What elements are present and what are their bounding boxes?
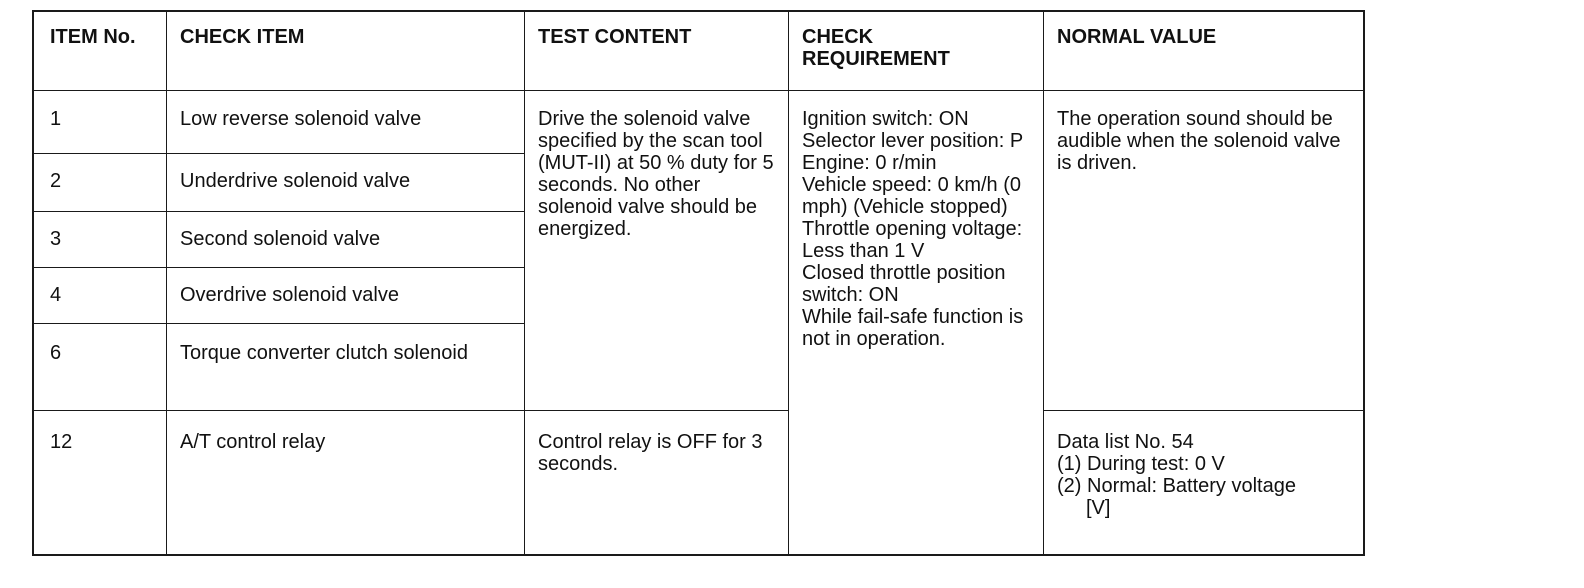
row-divider: [34, 410, 788, 411]
header-divider: [34, 90, 1363, 91]
check-item: A/T control relay: [180, 431, 326, 453]
check-item: Torque converter clutch solenoid: [180, 342, 468, 364]
normal-value-unit: [V]: [1086, 497, 1111, 519]
item-no: 2: [50, 170, 62, 192]
header-normal-value: NORMAL VALUE: [1057, 26, 1217, 48]
header-check-requirement: CHECK REQUIREMENT: [802, 26, 950, 70]
requirement-item: Selector lever position: P: [802, 130, 1024, 152]
data-list-label: Data list No. 54: [1057, 431, 1194, 453]
test-content-relay: Control relay is OFF for 3 seconds.: [538, 431, 763, 475]
requirement-item: Ignition switch: ON: [802, 108, 969, 130]
row-divider: [34, 323, 524, 324]
row-divider: [1043, 410, 1363, 411]
requirement-item: Engine: 0 r/min: [802, 152, 937, 174]
column-divider: [1043, 12, 1044, 554]
check-item: Underdrive solenoid valve: [180, 170, 411, 192]
requirement-item: Closed throttle position switch: ON: [802, 262, 1006, 306]
item-no: 6: [50, 342, 62, 364]
item-no: 1: [50, 108, 62, 130]
item-no: 4: [50, 284, 62, 306]
check-item: Second solenoid valve: [180, 228, 381, 250]
normal-value-solenoid: The operation sound should be audible when the solenoid valve is driven.: [1057, 108, 1341, 174]
header-test-content: TEST CONTENT: [538, 26, 692, 48]
row-divider: [34, 211, 524, 212]
requirement-item: While fail-safe function is not in operation.: [802, 306, 1024, 350]
check-requirement-list: [802, 108, 1038, 350]
test-content-solenoid: Drive the solenoid valve specified by the scan tool (MUT-II) at 50 % duty for 5 seconds. No other solenoid valve should be energized.: [538, 108, 774, 240]
row-divider: [34, 267, 524, 268]
header-check-item: CHECK ITEM: [180, 26, 305, 48]
check-item: Low reverse solenoid valve: [180, 108, 422, 130]
normal-value-line: (1) During test: 0 V: [1057, 453, 1225, 475]
column-divider: [166, 12, 167, 554]
column-divider: [524, 12, 525, 554]
header-item-no: ITEM No.: [50, 26, 136, 48]
check-item: Overdrive solenoid valve: [180, 284, 399, 306]
item-no: 12: [50, 431, 73, 453]
requirement-item: Throttle opening voltage: Less than 1 V: [802, 218, 1023, 262]
item-no: 3: [50, 228, 62, 250]
check-table: [32, 10, 1365, 556]
normal-value-relay: [1057, 431, 1362, 519]
requirement-item: Vehicle speed: 0 km/h (0 mph) (Vehicle stopped): [802, 174, 1022, 218]
normal-value-line: (2) Normal: Battery voltage: [1057, 475, 1296, 497]
row-divider: [34, 153, 524, 154]
column-divider: [788, 12, 789, 554]
